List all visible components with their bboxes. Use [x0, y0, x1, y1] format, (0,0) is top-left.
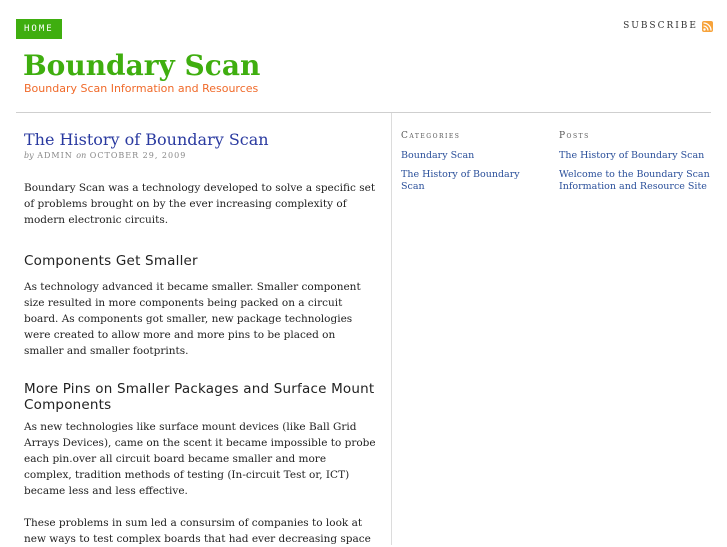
category-link[interactable]: The History of Boundary Scan: [401, 168, 520, 192]
home-button[interactable]: HOME: [16, 19, 62, 39]
post-date: OCTOBER 29, 2009: [89, 151, 187, 160]
posts-title: Posts: [559, 131, 590, 141]
sidebar-categories: [401, 130, 531, 200]
section-text-components: As technology advanced it became smaller. Smaller component size resulted in more components being packed on a circuit board. As components got smaller, new package technologies were created to allow more and more pins to be placed on smaller and smaller footprints.: [24, 281, 361, 357]
section-text-problems: These problems in sum led a consursim of companies to look at new ways to test complex boards that had ever decreasing space: [24, 517, 371, 545]
post-author[interactable]: ADMIN: [37, 151, 73, 160]
site-title[interactable]: Boundary Scan: [23, 49, 261, 82]
sidebar-posts: [559, 130, 714, 200]
section-heading-pins: More Pins on Smaller Packages and Surface Mount Components: [24, 381, 375, 413]
meta-by: by: [24, 151, 34, 160]
subscribe-link[interactable]: [623, 19, 713, 33]
post-content: [24, 130, 376, 547]
post-link[interactable]: Welcome to the Boundary Scan Information and Resource Site: [559, 168, 710, 192]
category-link[interactable]: Boundary Scan: [401, 150, 475, 161]
post-title[interactable]: The History of Boundary Scan: [24, 130, 269, 149]
rss-icon[interactable]: [702, 21, 713, 32]
site-tagline: Boundary Scan Information and Resources: [24, 82, 259, 95]
top-nav: [16, 16, 62, 36]
categories-title: Categories: [401, 131, 461, 141]
post-link[interactable]: The History of Boundary Scan: [559, 150, 705, 161]
section-heading-components: Components Get Smaller: [24, 253, 198, 269]
post-meta: [24, 150, 376, 162]
post-intro: Boundary Scan was a technology developed to solve a specific set of problems brought on by the ever increasing complexity of modern electronic circuits.: [24, 182, 376, 226]
subscribe-label[interactable]: SUBSCRIBE: [623, 21, 698, 31]
header-divider: [16, 112, 711, 113]
sidebar-divider: [391, 113, 392, 545]
section-text-pins: As new technologies like surface mount devices (like Ball Grid Arrays Devices), came on the scent it became impossible to probe each pin.over all circuit board became smaller and more complex, tradition methods of testing (In-circuit Test or, ICT) became less and less effective.: [24, 421, 376, 497]
meta-on: on: [76, 151, 87, 160]
